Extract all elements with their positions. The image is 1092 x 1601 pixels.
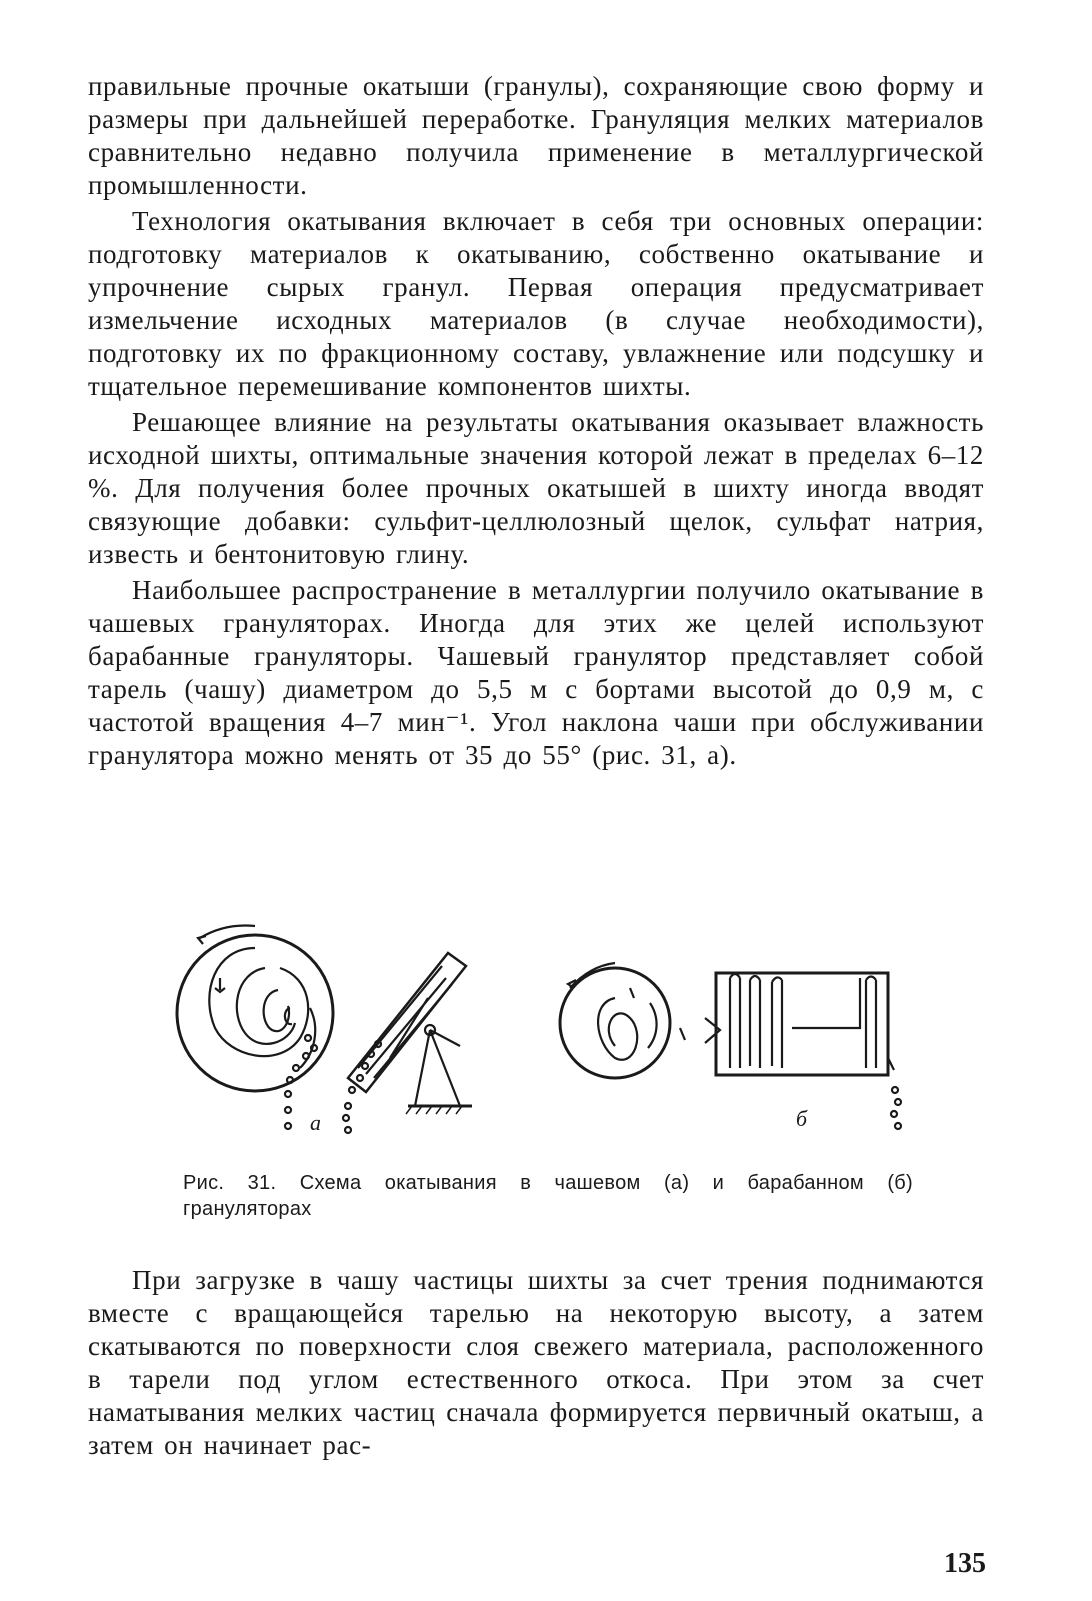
figure-label-b: б: [796, 1106, 808, 1131]
pan-granulator-side-view: [343, 953, 472, 1133]
paragraph-technology: Технология окатывания включает в себя три основных операции: подготовку материалов к окатыванию, собственно окатывание и упрочнение сырых гранул. Первая операция предусматривает измельчение исходных материалов (в случае необходимости), подготовку их по фракционному составу, увлажнение или подсушку и тщательное перемешивание компонентов шихты.: [88, 206, 984, 401]
paragraph-granulators: Наибольшее распространение в металлургии получило окатывание в чашевых грануляторах. Иногда для этих же целей используют барабанные грануляторы. Чашевый гранулятор представляет собой тарель (чашу) диаметром до 5,5 м с бортами высотой до 0,9 м, с частотой вращения 4–7 мин⁻¹. Угол наклона чаши при обслуживании гранулятора можно менять от 35 до 55° (рис. 31, а).: [88, 575, 984, 770]
body-text-top: [88, 70, 984, 772]
page-number: 135: [944, 1548, 986, 1579]
figure-label-a: а: [310, 1110, 321, 1135]
paragraph-continued: правильные прочные окатыши (гранулы), сохраняющие свою форму и размеры при дальнейшей переработке. Грануляция мелких материалов сравнительно недавно получила применение в металлургической промышленности.: [88, 71, 984, 200]
drum-granulator-end-view: [560, 963, 685, 1078]
caption-line-1: Рис. 31. Схема окатывания в чашевом (а) и барабанном (б): [183, 1172, 913, 1194]
body-text-bottom: [88, 1264, 984, 1462]
pan-granulator-front-view: [177, 926, 333, 1130]
paragraph-loading: При загрузке в чашу частицы шихты за счет трения поднимаются вместе с вращающейся тарелью на некоторую высоту, а затем скатываются по поверхности слоя свежего материала, расположенного в тарели под углом естественного откоса. При этом за счет наматывания мелких частиц сначала формируется первичный окатыш, а затем он начинает рас-: [88, 1265, 984, 1460]
caption-line-2: грануляторах: [183, 1198, 312, 1220]
figure-31: [160, 918, 920, 1148]
paragraph-moisture: Решающее влияние на результаты окатывания оказывает влажность исходной шихты, оптимальные значения которой лежат в пределах 6–12 %. Для получения более прочных окатышей в шихту иногда вводят связующие добавки: сульфит-целлюлозный щелок, сульфат натрия, известь и бентонитовую глину.: [88, 407, 984, 569]
figure-caption: [183, 1170, 913, 1222]
